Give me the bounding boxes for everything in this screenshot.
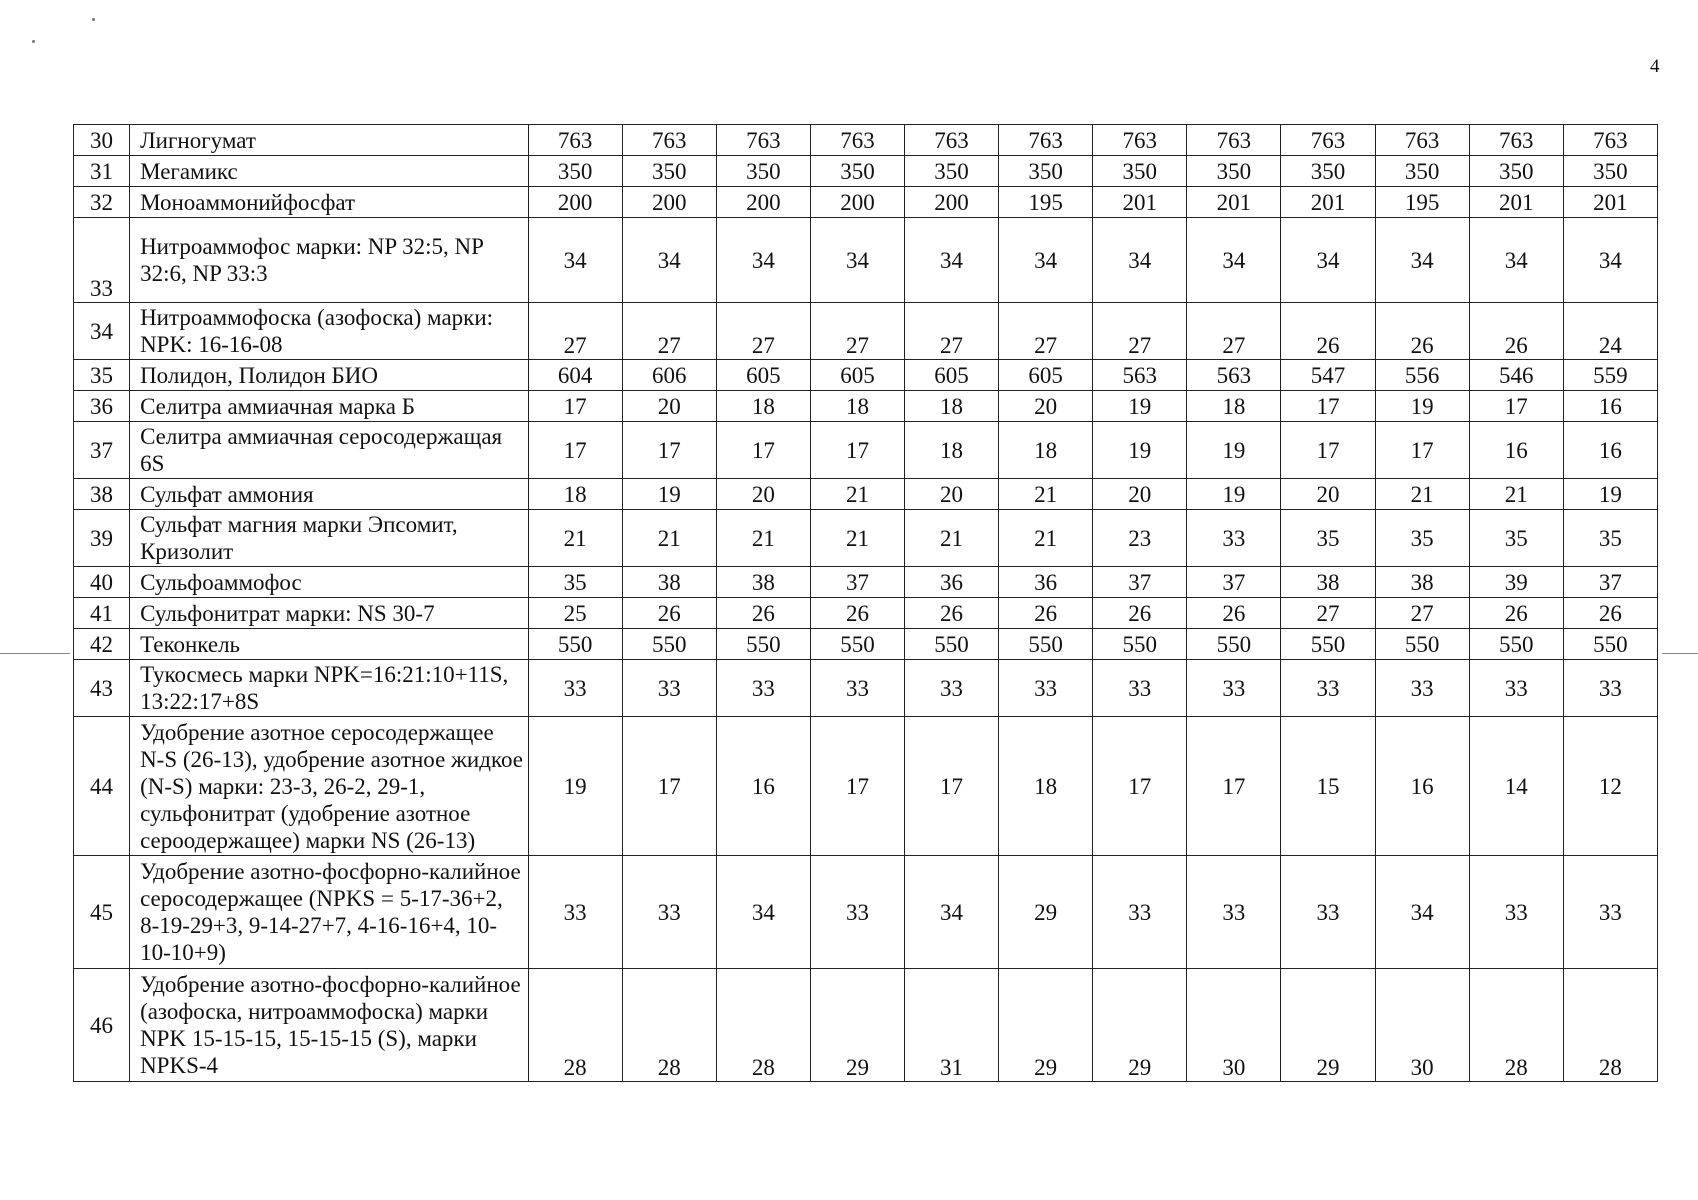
price-value: 19 <box>1563 479 1657 510</box>
price-value: 20 <box>999 391 1093 422</box>
price-value: 29 <box>1093 969 1187 1082</box>
price-value: 350 <box>1375 156 1469 187</box>
price-value: 605 <box>905 360 999 391</box>
price-table <box>73 124 1658 1082</box>
price-value: 21 <box>810 510 904 567</box>
price-value: 29 <box>999 969 1093 1082</box>
price-value: 763 <box>810 125 904 156</box>
price-value: 19 <box>622 479 716 510</box>
price-value: 30 <box>1375 969 1469 1082</box>
price-value: 17 <box>810 717 904 856</box>
price-value: 763 <box>716 125 810 156</box>
price-value: 201 <box>1563 187 1657 218</box>
price-value: 27 <box>528 303 622 360</box>
price-value: 350 <box>1093 156 1187 187</box>
price-value: 33 <box>810 660 904 717</box>
price-value: 563 <box>1187 360 1281 391</box>
price-value: 15 <box>1281 717 1375 856</box>
price-value: 33 <box>1187 660 1281 717</box>
price-value: 763 <box>1281 125 1375 156</box>
price-value: 550 <box>1093 629 1187 660</box>
price-value: 19 <box>1187 479 1281 510</box>
scan-speck <box>92 18 95 21</box>
table-body <box>74 125 1658 1082</box>
price-value: 19 <box>528 717 622 856</box>
price-value: 21 <box>1375 479 1469 510</box>
price-value: 33 <box>528 660 622 717</box>
price-value: 350 <box>1563 156 1657 187</box>
product-name: Сульфоаммофос <box>130 567 529 598</box>
price-value: 14 <box>1469 717 1563 856</box>
price-value: 33 <box>1093 856 1187 969</box>
price-value: 27 <box>1093 303 1187 360</box>
price-value: 606 <box>622 360 716 391</box>
table-row <box>74 567 1658 598</box>
price-value: 763 <box>999 125 1093 156</box>
price-value: 350 <box>716 156 810 187</box>
price-value: 39 <box>1469 567 1563 598</box>
price-value: 763 <box>905 125 999 156</box>
price-value: 27 <box>999 303 1093 360</box>
price-value: 556 <box>1375 360 1469 391</box>
price-value: 21 <box>716 510 810 567</box>
price-value: 18 <box>999 717 1093 856</box>
price-value: 26 <box>1469 303 1563 360</box>
price-value: 33 <box>1563 660 1657 717</box>
price-value: 34 <box>1187 218 1281 303</box>
price-value: 33 <box>622 856 716 969</box>
price-value: 34 <box>622 218 716 303</box>
price-value: 18 <box>905 422 999 479</box>
row-number: 43 <box>74 660 130 717</box>
table-row <box>74 479 1658 510</box>
price-value: 17 <box>1281 422 1375 479</box>
price-value: 28 <box>1563 969 1657 1082</box>
price-value: 33 <box>1469 660 1563 717</box>
price-value: 26 <box>810 598 904 629</box>
price-value: 200 <box>528 187 622 218</box>
row-number: 32 <box>74 187 130 218</box>
price-value: 550 <box>716 629 810 660</box>
price-value: 21 <box>905 510 999 567</box>
price-value: 550 <box>1563 629 1657 660</box>
price-value: 26 <box>905 598 999 629</box>
price-value: 27 <box>716 303 810 360</box>
price-value: 35 <box>1375 510 1469 567</box>
price-value: 33 <box>716 660 810 717</box>
price-value: 34 <box>716 856 810 969</box>
product-name: Удобрение азотное серосодержащее N-S (26-13), удобрение азотное жидкое (N-S) марки: 23-3, 26-2, 29-1, сульфонитрат (удобрение азотное сероодержащее) марки NS (26-13) <box>130 717 529 856</box>
table-row <box>74 510 1658 567</box>
price-value: 350 <box>622 156 716 187</box>
table-row <box>74 125 1658 156</box>
price-value: 38 <box>1281 567 1375 598</box>
table-row <box>74 156 1658 187</box>
price-value: 34 <box>905 856 999 969</box>
price-value: 18 <box>905 391 999 422</box>
price-value: 26 <box>1469 598 1563 629</box>
price-value: 550 <box>1281 629 1375 660</box>
price-value: 28 <box>528 969 622 1082</box>
price-value: 200 <box>716 187 810 218</box>
price-value: 12 <box>1563 717 1657 856</box>
product-name: Селитра аммиачная марка Б <box>130 391 529 422</box>
price-value: 33 <box>1187 510 1281 567</box>
price-value: 547 <box>1281 360 1375 391</box>
price-value: 34 <box>1469 218 1563 303</box>
price-value: 19 <box>1093 422 1187 479</box>
price-value: 17 <box>810 422 904 479</box>
price-value: 550 <box>999 629 1093 660</box>
price-value: 21 <box>999 479 1093 510</box>
price-value: 19 <box>1093 391 1187 422</box>
row-number: 40 <box>74 567 130 598</box>
price-value: 33 <box>622 660 716 717</box>
price-value: 33 <box>999 660 1093 717</box>
price-value: 550 <box>1375 629 1469 660</box>
price-value: 19 <box>1375 391 1469 422</box>
product-name: Полидон, Полидон БИО <box>130 360 529 391</box>
price-value: 27 <box>810 303 904 360</box>
price-value: 763 <box>528 125 622 156</box>
price-value: 33 <box>1281 856 1375 969</box>
price-value: 16 <box>1563 422 1657 479</box>
price-value: 763 <box>1469 125 1563 156</box>
price-value: 28 <box>1469 969 1563 1082</box>
price-value: 195 <box>1375 187 1469 218</box>
row-number: 45 <box>74 856 130 969</box>
price-value: 350 <box>1469 156 1563 187</box>
price-value: 18 <box>810 391 904 422</box>
table-row <box>74 717 1658 856</box>
price-value: 27 <box>1281 598 1375 629</box>
product-name: Нитроаммофоска (азофоска) марки: NPK: 16-16-08 <box>130 303 529 360</box>
row-number: 38 <box>74 479 130 510</box>
price-value: 23 <box>1093 510 1187 567</box>
price-value: 29 <box>810 969 904 1082</box>
price-value: 21 <box>528 510 622 567</box>
product-name: Нитроаммофос марки: NP 32:5, NP 32:6, NP 33:3 <box>130 218 529 303</box>
product-name: Сульфонитрат марки: NS 30-7 <box>130 598 529 629</box>
price-value: 605 <box>716 360 810 391</box>
price-value: 16 <box>1375 717 1469 856</box>
price-value: 17 <box>528 391 622 422</box>
price-value: 20 <box>1093 479 1187 510</box>
price-value: 26 <box>622 598 716 629</box>
price-value: 20 <box>716 479 810 510</box>
price-value: 34 <box>905 218 999 303</box>
price-value: 19 <box>1187 422 1281 479</box>
price-value: 34 <box>1093 218 1187 303</box>
row-number: 46 <box>74 969 130 1082</box>
price-value: 563 <box>1093 360 1187 391</box>
price-value: 33 <box>810 856 904 969</box>
price-value: 37 <box>1563 567 1657 598</box>
price-value: 18 <box>999 422 1093 479</box>
product-name: Тукосмесь марки NPK=16:21:10+11S, 13:22:17+8S <box>130 660 529 717</box>
product-name: Сульфат аммония <box>130 479 529 510</box>
price-value: 16 <box>1563 391 1657 422</box>
price-value: 34 <box>1375 856 1469 969</box>
row-number: 33 <box>74 218 130 303</box>
row-number: 31 <box>74 156 130 187</box>
price-value: 36 <box>999 567 1093 598</box>
price-value: 34 <box>1563 218 1657 303</box>
row-number: 34 <box>74 303 130 360</box>
price-value: 350 <box>1281 156 1375 187</box>
table-row <box>74 218 1658 303</box>
price-value: 350 <box>905 156 999 187</box>
price-value: 17 <box>1375 422 1469 479</box>
table-row <box>74 598 1658 629</box>
price-value: 30 <box>1187 969 1281 1082</box>
price-value: 21 <box>1469 479 1563 510</box>
price-value: 28 <box>622 969 716 1082</box>
price-value: 26 <box>1093 598 1187 629</box>
product-name: Лигногумат <box>130 125 529 156</box>
price-value: 17 <box>905 717 999 856</box>
table-row <box>74 391 1658 422</box>
price-value: 17 <box>1281 391 1375 422</box>
price-value: 763 <box>622 125 716 156</box>
price-value: 201 <box>1093 187 1187 218</box>
price-value: 33 <box>905 660 999 717</box>
price-value: 27 <box>1375 598 1469 629</box>
price-value: 200 <box>622 187 716 218</box>
scan-speck <box>32 40 35 43</box>
product-name: Теконкель <box>130 629 529 660</box>
price-value: 26 <box>999 598 1093 629</box>
product-name: Селитра аммиачная серосодержащая 6S <box>130 422 529 479</box>
price-value: 26 <box>1375 303 1469 360</box>
price-value: 350 <box>999 156 1093 187</box>
price-value: 763 <box>1563 125 1657 156</box>
price-value: 21 <box>622 510 716 567</box>
price-value: 550 <box>1469 629 1563 660</box>
price-value: 18 <box>1187 391 1281 422</box>
price-value: 546 <box>1469 360 1563 391</box>
price-value: 550 <box>905 629 999 660</box>
price-value: 605 <box>999 360 1093 391</box>
row-number: 35 <box>74 360 130 391</box>
table-row <box>74 660 1658 717</box>
price-value: 17 <box>716 422 810 479</box>
price-value: 25 <box>528 598 622 629</box>
price-value: 763 <box>1093 125 1187 156</box>
price-value: 201 <box>1469 187 1563 218</box>
price-value: 35 <box>1281 510 1375 567</box>
product-name: Мегамикс <box>130 156 529 187</box>
price-value: 31 <box>905 969 999 1082</box>
price-value: 195 <box>999 187 1093 218</box>
price-value: 605 <box>810 360 904 391</box>
price-value: 35 <box>528 567 622 598</box>
price-value: 20 <box>905 479 999 510</box>
row-number: 39 <box>74 510 130 567</box>
scan-fold-line <box>0 653 70 654</box>
row-number: 42 <box>74 629 130 660</box>
price-value: 763 <box>1375 125 1469 156</box>
price-value: 550 <box>1187 629 1281 660</box>
price-value: 201 <box>1187 187 1281 218</box>
product-name: Удобрение азотно-фосфорно-калийное серосодержащее (NPKS = 5-17-36+2, 8-19-29+3, 9-14-27+7, 4-16-16+4, 10-10-10+9) <box>130 856 529 969</box>
price-value: 28 <box>716 969 810 1082</box>
price-value: 26 <box>1281 303 1375 360</box>
price-value: 34 <box>528 218 622 303</box>
price-value: 37 <box>1187 567 1281 598</box>
price-value: 559 <box>1563 360 1657 391</box>
price-value: 37 <box>1093 567 1187 598</box>
price-value: 200 <box>810 187 904 218</box>
product-name: Сульфат магния марки Эпсомит, Кризолит <box>130 510 529 567</box>
price-value: 33 <box>1375 660 1469 717</box>
price-value: 16 <box>716 717 810 856</box>
price-value: 35 <box>1563 510 1657 567</box>
price-value: 34 <box>1375 218 1469 303</box>
price-value: 33 <box>1187 856 1281 969</box>
table-row <box>74 303 1658 360</box>
price-value: 33 <box>1281 660 1375 717</box>
price-value: 16 <box>1469 422 1563 479</box>
price-value: 33 <box>1563 856 1657 969</box>
price-value: 763 <box>1187 125 1281 156</box>
price-value: 38 <box>716 567 810 598</box>
price-value: 550 <box>622 629 716 660</box>
row-number: 37 <box>74 422 130 479</box>
price-value: 201 <box>1281 187 1375 218</box>
price-value: 550 <box>528 629 622 660</box>
table-row <box>74 969 1658 1082</box>
price-value: 350 <box>1187 156 1281 187</box>
table-row <box>74 187 1658 218</box>
price-value: 29 <box>1281 969 1375 1082</box>
table-row <box>74 629 1658 660</box>
row-number: 36 <box>74 391 130 422</box>
price-value: 24 <box>1563 303 1657 360</box>
price-value: 17 <box>1469 391 1563 422</box>
row-number: 30 <box>74 125 130 156</box>
product-name: Моноаммонийфосфат <box>130 187 529 218</box>
page-number: 4 <box>1650 56 1660 77</box>
price-value: 20 <box>1281 479 1375 510</box>
price-value: 21 <box>810 479 904 510</box>
table-row <box>74 360 1658 391</box>
price-value: 27 <box>905 303 999 360</box>
price-value: 17 <box>622 717 716 856</box>
price-value: 17 <box>1187 717 1281 856</box>
price-value: 36 <box>905 567 999 598</box>
price-value: 17 <box>1093 717 1187 856</box>
price-value: 34 <box>810 218 904 303</box>
price-value: 21 <box>999 510 1093 567</box>
price-value: 27 <box>1187 303 1281 360</box>
price-value: 37 <box>810 567 904 598</box>
price-value: 35 <box>1469 510 1563 567</box>
price-value: 17 <box>528 422 622 479</box>
table-row <box>74 856 1658 969</box>
row-number: 44 <box>74 717 130 856</box>
price-value: 604 <box>528 360 622 391</box>
price-value: 38 <box>622 567 716 598</box>
scan-fold-line <box>1662 653 1698 654</box>
price-value: 200 <box>905 187 999 218</box>
price-value: 26 <box>1187 598 1281 629</box>
price-value: 33 <box>528 856 622 969</box>
product-name: Удобрение азотно-фосфорно-калийное (азофоска, нитроаммофоска) марки NPK 15-15-15, 15-15-15 (S), марки NPKS-4 <box>130 969 529 1082</box>
price-value: 34 <box>716 218 810 303</box>
price-value: 26 <box>1563 598 1657 629</box>
price-value: 18 <box>528 479 622 510</box>
price-value: 550 <box>810 629 904 660</box>
price-value: 33 <box>1093 660 1187 717</box>
price-value: 17 <box>622 422 716 479</box>
price-value: 26 <box>716 598 810 629</box>
table-row <box>74 422 1658 479</box>
price-value: 350 <box>810 156 904 187</box>
price-value: 29 <box>999 856 1093 969</box>
price-value: 38 <box>1375 567 1469 598</box>
price-value: 34 <box>1281 218 1375 303</box>
row-number: 41 <box>74 598 130 629</box>
price-value: 33 <box>1469 856 1563 969</box>
price-value: 18 <box>716 391 810 422</box>
price-value: 34 <box>999 218 1093 303</box>
price-value: 27 <box>622 303 716 360</box>
price-value: 20 <box>622 391 716 422</box>
price-value: 350 <box>528 156 622 187</box>
